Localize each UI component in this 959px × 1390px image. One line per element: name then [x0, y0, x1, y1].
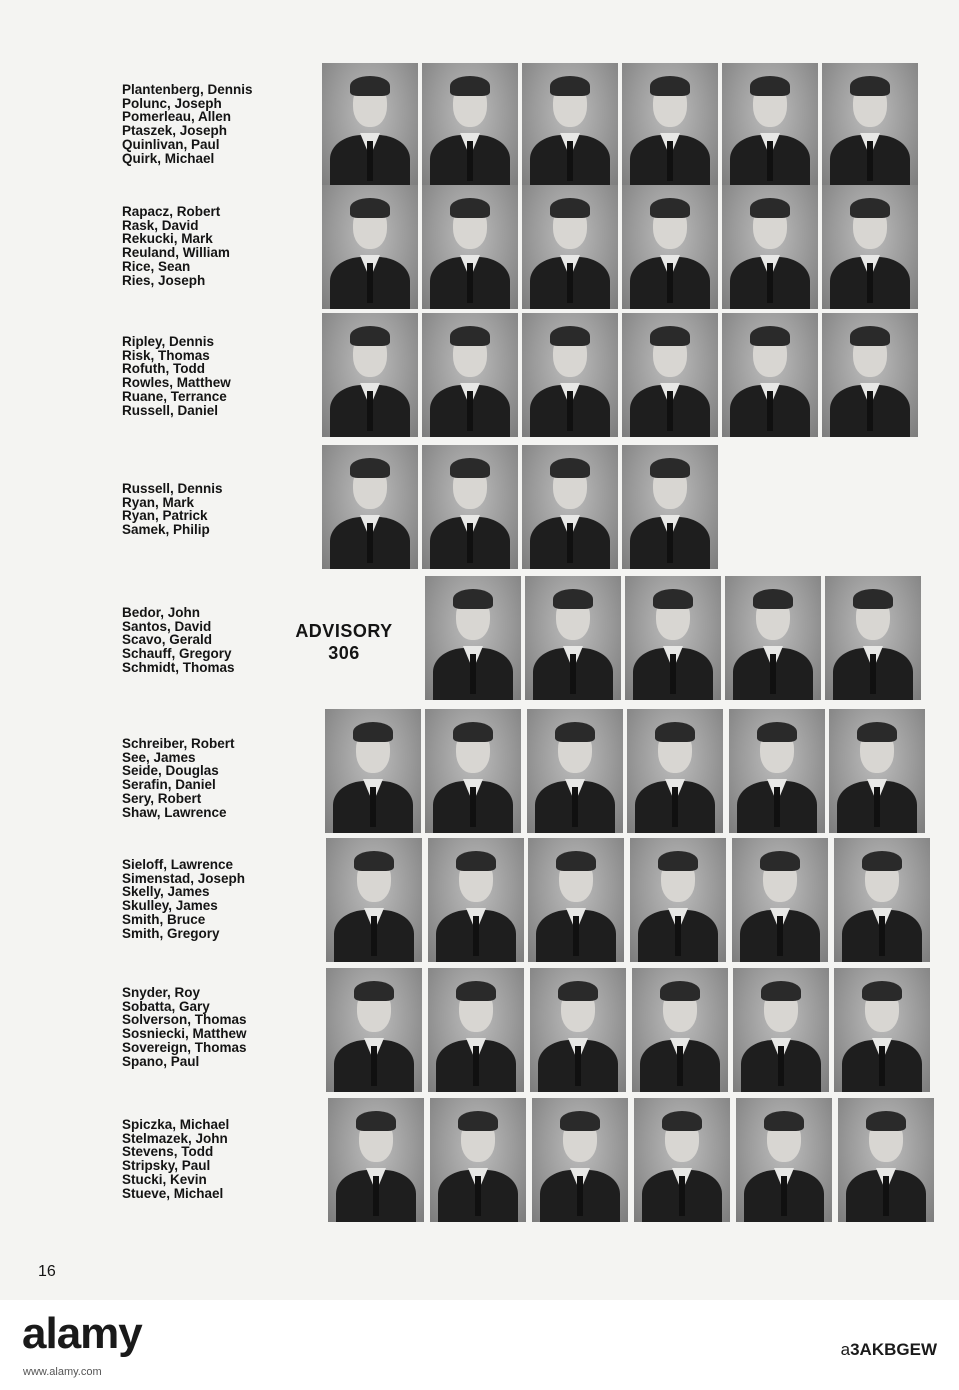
student-name: Serafin, Daniel: [122, 777, 216, 793]
student-name: Spiczka, Michael: [122, 1117, 230, 1132]
student-photo: [625, 576, 721, 700]
student-name: Spano, Paul: [122, 1053, 200, 1069]
student-photo: [733, 968, 829, 1092]
student-photo: [322, 63, 418, 187]
advisory-heading: [284, 620, 404, 664]
student-photo: [322, 313, 418, 437]
student-photo: [822, 63, 918, 187]
student-photo: [428, 838, 524, 962]
student-photo: [326, 838, 422, 962]
student-name: Smith, Gregory: [122, 925, 220, 941]
student-photo: [422, 313, 518, 437]
student-name: See, James: [122, 749, 196, 765]
student-name: Skulley, James: [122, 898, 218, 914]
student-name: Rapacz, Robert: [122, 204, 221, 219]
student-name: Pomerleau, Allen: [122, 109, 232, 125]
student-name: Risk, Thomas: [122, 347, 210, 363]
student-name: Sobatta, Gary: [122, 998, 210, 1014]
name-list: [122, 1118, 229, 1200]
student-photo: [326, 968, 422, 1092]
name-list: [122, 83, 253, 165]
student-photo: [525, 576, 621, 700]
student-name: Stripsky, Paul: [122, 1158, 211, 1174]
watermark-url: www.alamy.com: [23, 1366, 102, 1378]
student-photo: [630, 838, 726, 962]
student-name: Russell, Dennis: [122, 481, 223, 496]
name-list: [122, 986, 247, 1068]
advisory-label: ADVISORY: [295, 621, 393, 641]
student-name: Ryan, Patrick: [122, 508, 208, 524]
student-name: Sosniecki, Matthew: [122, 1026, 247, 1042]
student-photo: [622, 185, 718, 309]
student-photo: [729, 709, 825, 833]
student-photo: [834, 838, 930, 962]
student-name: Polunc, Joseph: [122, 95, 222, 111]
watermark-code-id: 3AKBGEW: [850, 1340, 937, 1359]
student-photo: [325, 709, 421, 833]
student-name: Stueve, Michael: [122, 1185, 224, 1201]
student-photo: [425, 709, 521, 833]
student-photo: [422, 63, 518, 187]
student-name: Santos, David: [122, 618, 212, 634]
student-photo: [522, 185, 618, 309]
student-name: Samek, Philip: [122, 522, 210, 538]
student-photo: [322, 185, 418, 309]
student-name: Scavo, Gerald: [122, 632, 213, 648]
student-photo: [522, 63, 618, 187]
student-photo: [527, 709, 623, 833]
student-name: Seide, Douglas: [122, 763, 219, 779]
student-photo: [838, 1098, 934, 1222]
student-photo: [732, 838, 828, 962]
student-photo: [822, 313, 918, 437]
name-list: [122, 205, 230, 287]
student-name: Rekucki, Mark: [122, 231, 213, 247]
watermark-logo: alamy: [22, 1309, 142, 1358]
student-photo: [632, 968, 728, 1092]
student-name: Rice, Sean: [122, 258, 191, 274]
student-name: Ptaszek, Joseph: [122, 123, 228, 139]
student-name: Quirk, Michael: [122, 150, 215, 166]
advisory-number: 306: [328, 643, 360, 663]
student-photo: [829, 709, 925, 833]
student-photo: [627, 709, 723, 833]
student-name: Schreiber, Robert: [122, 736, 235, 751]
student-name: Schauff, Gregory: [122, 646, 232, 662]
student-photo: [522, 445, 618, 569]
student-name: Schmidt, Thomas: [122, 659, 235, 675]
student-name: Stelmazek, John: [122, 1130, 228, 1146]
student-photo: [825, 576, 921, 700]
student-photo: [722, 63, 818, 187]
student-name: Skelly, James: [122, 884, 210, 900]
student-photo: [528, 838, 624, 962]
student-name: Bedor, John: [122, 605, 201, 620]
name-list: [122, 482, 223, 537]
student-photo: [622, 445, 718, 569]
watermark-code-prefix: a: [840, 1340, 851, 1359]
student-photo: [622, 313, 718, 437]
student-photo: [422, 445, 518, 569]
student-name: Quinlivan, Paul: [122, 136, 220, 152]
student-name: Ripley, Dennis: [122, 334, 215, 349]
student-name: Sovereign, Thomas: [122, 1039, 247, 1055]
student-photo: [622, 63, 718, 187]
student-photo: [822, 185, 918, 309]
student-photo: [532, 1098, 628, 1222]
watermark-footer: [0, 1300, 959, 1390]
student-photo: [428, 968, 524, 1092]
student-name: Stevens, Todd: [122, 1144, 214, 1160]
student-name: Stucki, Kevin: [122, 1171, 207, 1187]
student-name: Plantenberg, Dennis: [122, 82, 253, 97]
student-name: Snyder, Roy: [122, 985, 201, 1000]
student-name: Ruane, Terrance: [122, 388, 227, 404]
student-photo: [722, 313, 818, 437]
student-photo: [322, 445, 418, 569]
student-name: Ryan, Mark: [122, 494, 195, 510]
student-photo: [422, 185, 518, 309]
student-photo: [530, 968, 626, 1092]
student-name: Rask, David: [122, 217, 199, 233]
student-photo: [725, 576, 821, 700]
student-name: Sery, Robert: [122, 790, 202, 806]
student-name: Russell, Daniel: [122, 402, 219, 418]
student-name: Reuland, William: [122, 245, 230, 261]
name-list: [122, 606, 235, 675]
name-list: [122, 335, 231, 417]
student-name: Simenstad, Joseph: [122, 870, 246, 886]
student-photo: [522, 313, 618, 437]
student-name: Shaw, Lawrence: [122, 804, 227, 820]
student-name: Ries, Joseph: [122, 272, 206, 288]
student-name: Rowles, Matthew: [122, 375, 231, 391]
student-photo: [634, 1098, 730, 1222]
student-name: Sieloff, Lawrence: [122, 857, 234, 872]
student-name: Smith, Bruce: [122, 911, 206, 927]
student-photo: [722, 185, 818, 309]
student-photo: [430, 1098, 526, 1222]
student-photo: [328, 1098, 424, 1222]
student-photo: [736, 1098, 832, 1222]
watermark-code: [841, 1340, 937, 1360]
name-list: [122, 737, 235, 819]
page-number: 16: [38, 1263, 56, 1280]
name-list: [122, 858, 245, 940]
student-photo: [834, 968, 930, 1092]
student-name: Rofuth, Todd: [122, 361, 205, 377]
student-name: Solverson, Thomas: [122, 1012, 247, 1028]
student-photo: [425, 576, 521, 700]
